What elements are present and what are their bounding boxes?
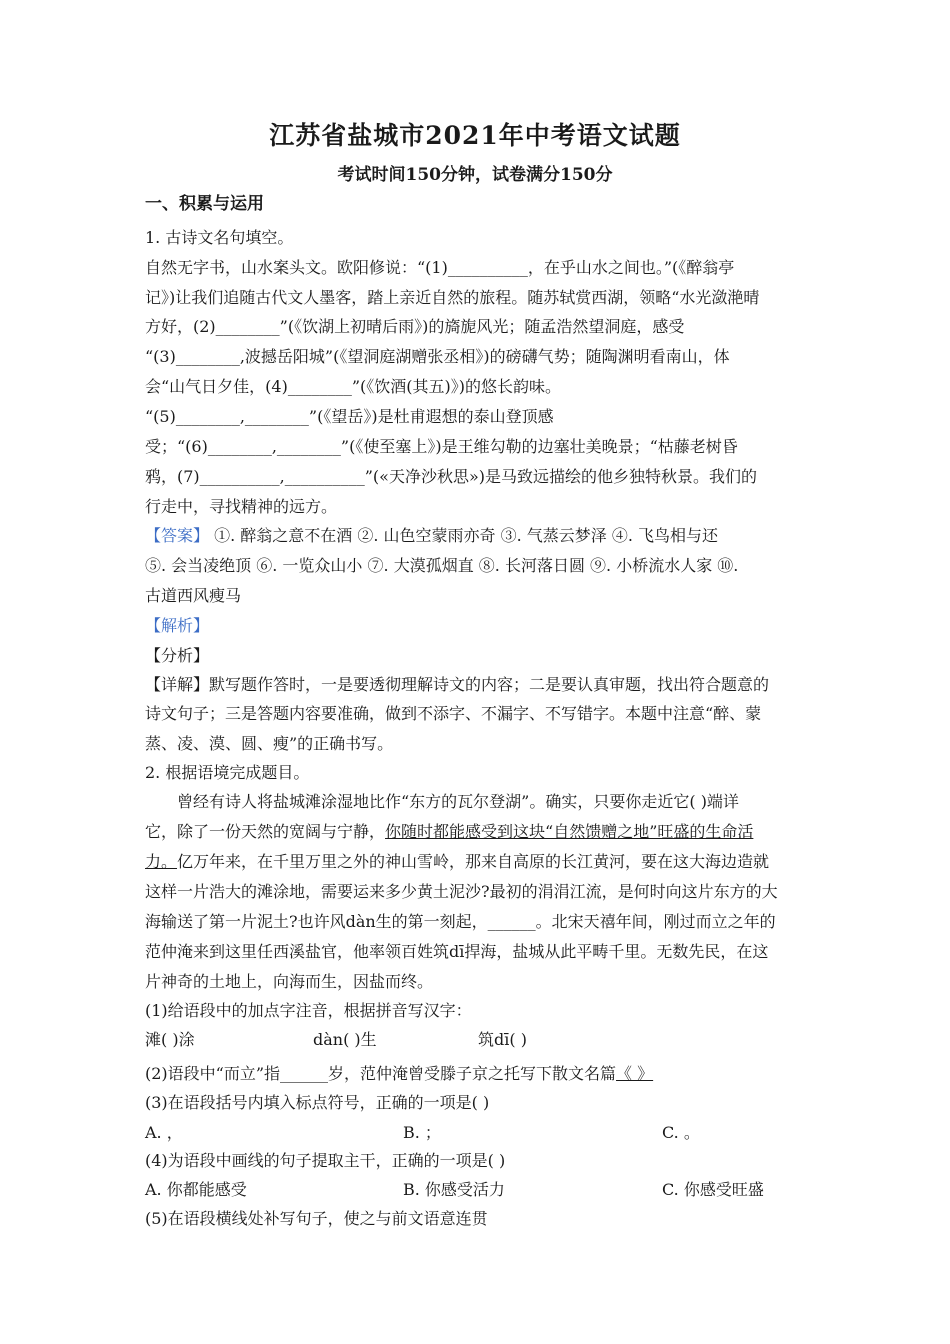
answer-line: ⑤. 会当凌绝顶 ⑥. 一览众山小 ⑦. 大漠孤烟直 ⑧. 长河落日圆 ⑨. 小桥流水人家 ⑩. (145, 556, 739, 575)
option-b: B. 你感受活力 (403, 1180, 505, 1199)
passage-line: 片神奇的土地上，向海而生，因盐而终。 (145, 972, 434, 991)
passage-text: 它，除了一份天然的宽阔与宁静， (145, 822, 386, 841)
passage-line (145, 851, 815, 873)
detail-line: 蒸、凌、漠、圆、瘦”的正确书写。 (145, 734, 394, 753)
fill-blank-tan: 滩( )涂 (145, 1030, 195, 1049)
answer-line: 古道西风瘦马 (145, 586, 242, 605)
underlined-sentence: 你随时都能感受到这块“自然馈赠之地”旺盛的生命活 (385, 822, 754, 841)
question-1-text-line: 会“山气日夕佳，(4)________”(《饮酒(其五)》)的悠长韵味。 (145, 377, 561, 396)
option-b: B. ； (403, 1123, 441, 1142)
question-1-text-line: “(3)________,波撼岳阳城”(《望洞庭湖赠张丞相》)的磅礴气势；随陶渊明看南山，体 (145, 347, 730, 366)
analysis-fenxi: 【分析】 (145, 646, 210, 665)
fill-blank-dan: dàn( )生 (313, 1030, 377, 1049)
sub-question-2 (145, 1063, 815, 1085)
question-1-text-line: 鸦，(7)__________,__________”(«天净沙秋思»)是马致远描绘的他乡独特秋景。我们的 (145, 467, 757, 486)
question-1-text-line: 方好，(2)________”(《饮湖上初晴后雨》)的旖旎风光；随孟浩然望洞庭，感受 (145, 317, 685, 336)
underlined-sentence: 力。 (145, 852, 178, 871)
section-heading: 一、积累与运用 (145, 194, 264, 214)
question-1-text-line: 自然无字书，山水案头文。欧阳修说：“(1)__________，在乎山水之间也。”(《醉翁亭 (145, 258, 735, 277)
option-a: A. 你都能感受 (145, 1180, 247, 1199)
option-a: A. ， (145, 1123, 183, 1142)
answer-line (145, 525, 815, 547)
sub-question-3: (3)在语段括号内填入标点符号，正确的一项是( ) (145, 1093, 490, 1112)
question-1-stem: 1. 古诗文名句填空。 (145, 228, 294, 247)
sub-question-5: (5)在语段横线处补写句子，使之与前文语意连贯 (145, 1209, 488, 1228)
option-c: C. 你感受旺盛 (662, 1180, 764, 1199)
passage-line (145, 821, 815, 843)
page-subtitle: 考试时间150分钟，试卷满分150分 (337, 165, 613, 185)
sub-question-2-text: (2)语段中“而立”指______岁，范仲淹曾受滕子京之托写下散文名篇 (145, 1064, 617, 1083)
question-2-stem: 2. 根据语境完成题目。 (145, 763, 310, 782)
sub-question-2-blank: 《 》 (616, 1064, 654, 1083)
passage-line: 范仲淹来到这里任西溪盐官，他率领百姓筑dī捍海，盐城从此平畴千里。无数先民，在这 (145, 942, 769, 961)
fill-blank-di: 筑dī( ) (478, 1030, 527, 1049)
option-c: C. 。 (662, 1123, 700, 1142)
sub-question-4: (4)为语段中画线的句子提取主干，正确的一项是( ) (145, 1151, 506, 1170)
question-1-text-line: 受；“(6)________,________”(《使至塞上》)是王维勾勒的边塞壮美晚景；“枯藤老树昏 (145, 437, 738, 456)
sub-question-1: (1)给语段中的加点字注音，根据拼音写汉字： (145, 1001, 472, 1020)
passage-text: 亿万年来，在千里万里之外的神山雪岭，那来自高原的长江黄河，要在这大海边造就 (177, 852, 770, 871)
page-title: 江苏省盐城市2021年中考语文试题 (269, 121, 681, 150)
passage-line: 这样一片浩大的滩涂地，需要运来多少黄土泥沙?最初的涓涓江流，是何时向这片东方的大 (145, 882, 778, 901)
answer-label: 【答案】 (145, 526, 210, 545)
passage-line: 曾经有诗人将盐城滩涂湿地比作“东方的瓦尔登湖”。确实，只要你走近它( )端详 (177, 792, 739, 811)
detail-line: 诗文句子；三是答题内容要准确，做到不添字、不漏字、不写错字。本题中注意“醉、蒙 (145, 704, 762, 723)
detail-text: 默写题作答时，一是要透彻理解诗文的内容；二是要认真审题，找出符合题意的 (209, 675, 770, 694)
detail-line (145, 674, 815, 696)
question-1-text-line: 行走中，寻找精神的远方。 (145, 497, 338, 516)
detail-label: 【详解】 (145, 675, 210, 694)
passage-line: 海输送了第一片泥土?也许风dàn生的第一刻起，______。北宋天禧年间，刚过而立之年的 (145, 912, 776, 931)
answer-text: ①. 醉翁之意不在酒 ②. 山色空蒙雨亦奇 ③. 气蒸云梦泽 ④. 飞鸟相与还 (214, 526, 719, 545)
question-1-text-line: “(5)________,________”(《望岳》)是杜甫遐想的泰山登顶感 (145, 407, 554, 426)
analysis-label: 【解析】 (145, 616, 210, 635)
question-1-text-line: 记》)让我们追随古代文人墨客，踏上亲近自然的旅程。随苏轼赏西湖，领略“水光潋滟晴 (145, 288, 760, 307)
